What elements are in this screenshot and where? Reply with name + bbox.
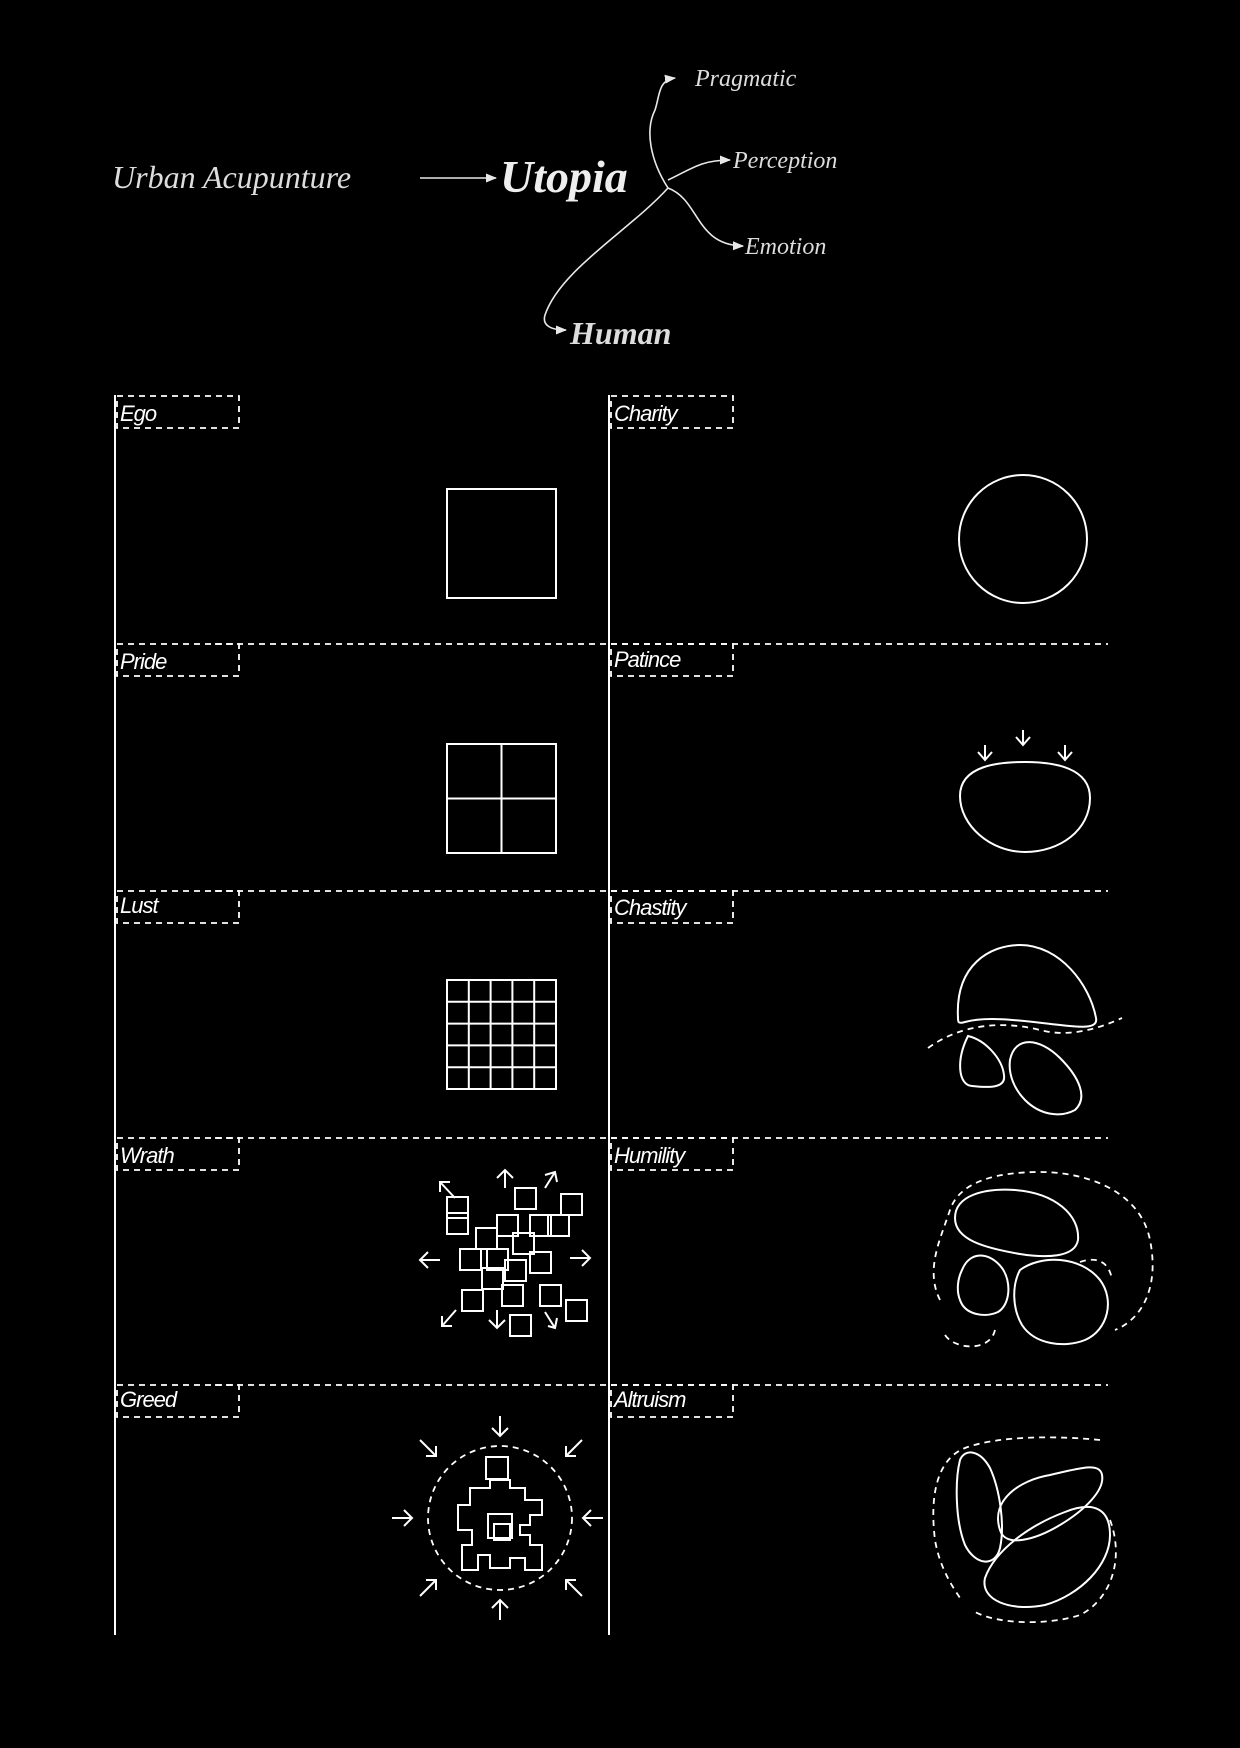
pride-quad-square-icon bbox=[447, 744, 556, 853]
right-labels bbox=[611, 396, 733, 1417]
label-chastity bbox=[611, 891, 733, 923]
branch-emotion-label: Emotion bbox=[745, 234, 827, 260]
label-greed bbox=[117, 1385, 239, 1417]
center-label: Utopia bbox=[500, 151, 628, 202]
charity-circle-icon bbox=[959, 475, 1087, 603]
branch-pragmatic-arrow bbox=[650, 78, 675, 188]
root-label: Urban Acupunture bbox=[112, 159, 352, 195]
label-wrath bbox=[117, 1138, 239, 1170]
label-lust bbox=[117, 891, 239, 923]
svg-text:Chastity: Chastity bbox=[614, 895, 686, 920]
label-humility bbox=[611, 1138, 733, 1170]
label-charity bbox=[611, 396, 733, 428]
patince-bowl-icon bbox=[960, 730, 1090, 852]
greed-cluster-icon bbox=[392, 1416, 603, 1620]
svg-text:Charity: Charity bbox=[614, 401, 677, 426]
label-patince bbox=[611, 644, 733, 676]
branch-emotion-arrow bbox=[668, 188, 743, 246]
branch-perception-arrow bbox=[668, 160, 730, 180]
branch-human-arrow bbox=[544, 188, 668, 330]
svg-text:Greed: Greed bbox=[120, 1387, 177, 1412]
altruism-shapes-icon bbox=[933, 1437, 1116, 1622]
branch-perception-label: Perception bbox=[733, 148, 838, 174]
ego-square-icon bbox=[447, 489, 556, 598]
svg-text:Patince: Patince bbox=[614, 647, 681, 672]
label-altruism bbox=[611, 1385, 733, 1417]
chastity-shapes-icon bbox=[928, 945, 1122, 1114]
svg-text:Ego: Ego bbox=[120, 401, 157, 426]
concept-header bbox=[112, 66, 837, 351]
label-pride bbox=[117, 644, 239, 676]
svg-text:Altruism: Altruism bbox=[614, 1387, 686, 1412]
humility-shapes-icon bbox=[934, 1172, 1153, 1346]
branch-pragmatic-label: Pragmatic bbox=[695, 66, 797, 92]
lust-grid-icon bbox=[447, 980, 556, 1089]
svg-text:Pride: Pride bbox=[120, 649, 167, 674]
label-ego bbox=[117, 396, 239, 428]
svg-text:Lust: Lust bbox=[120, 893, 158, 918]
wrath-scatter-icon bbox=[420, 1170, 590, 1336]
branch-human-label: Human bbox=[570, 315, 672, 351]
svg-text:Wrath: Wrath bbox=[120, 1143, 174, 1168]
svg-text:Humility: Humility bbox=[614, 1143, 685, 1168]
left-labels bbox=[117, 396, 239, 1417]
